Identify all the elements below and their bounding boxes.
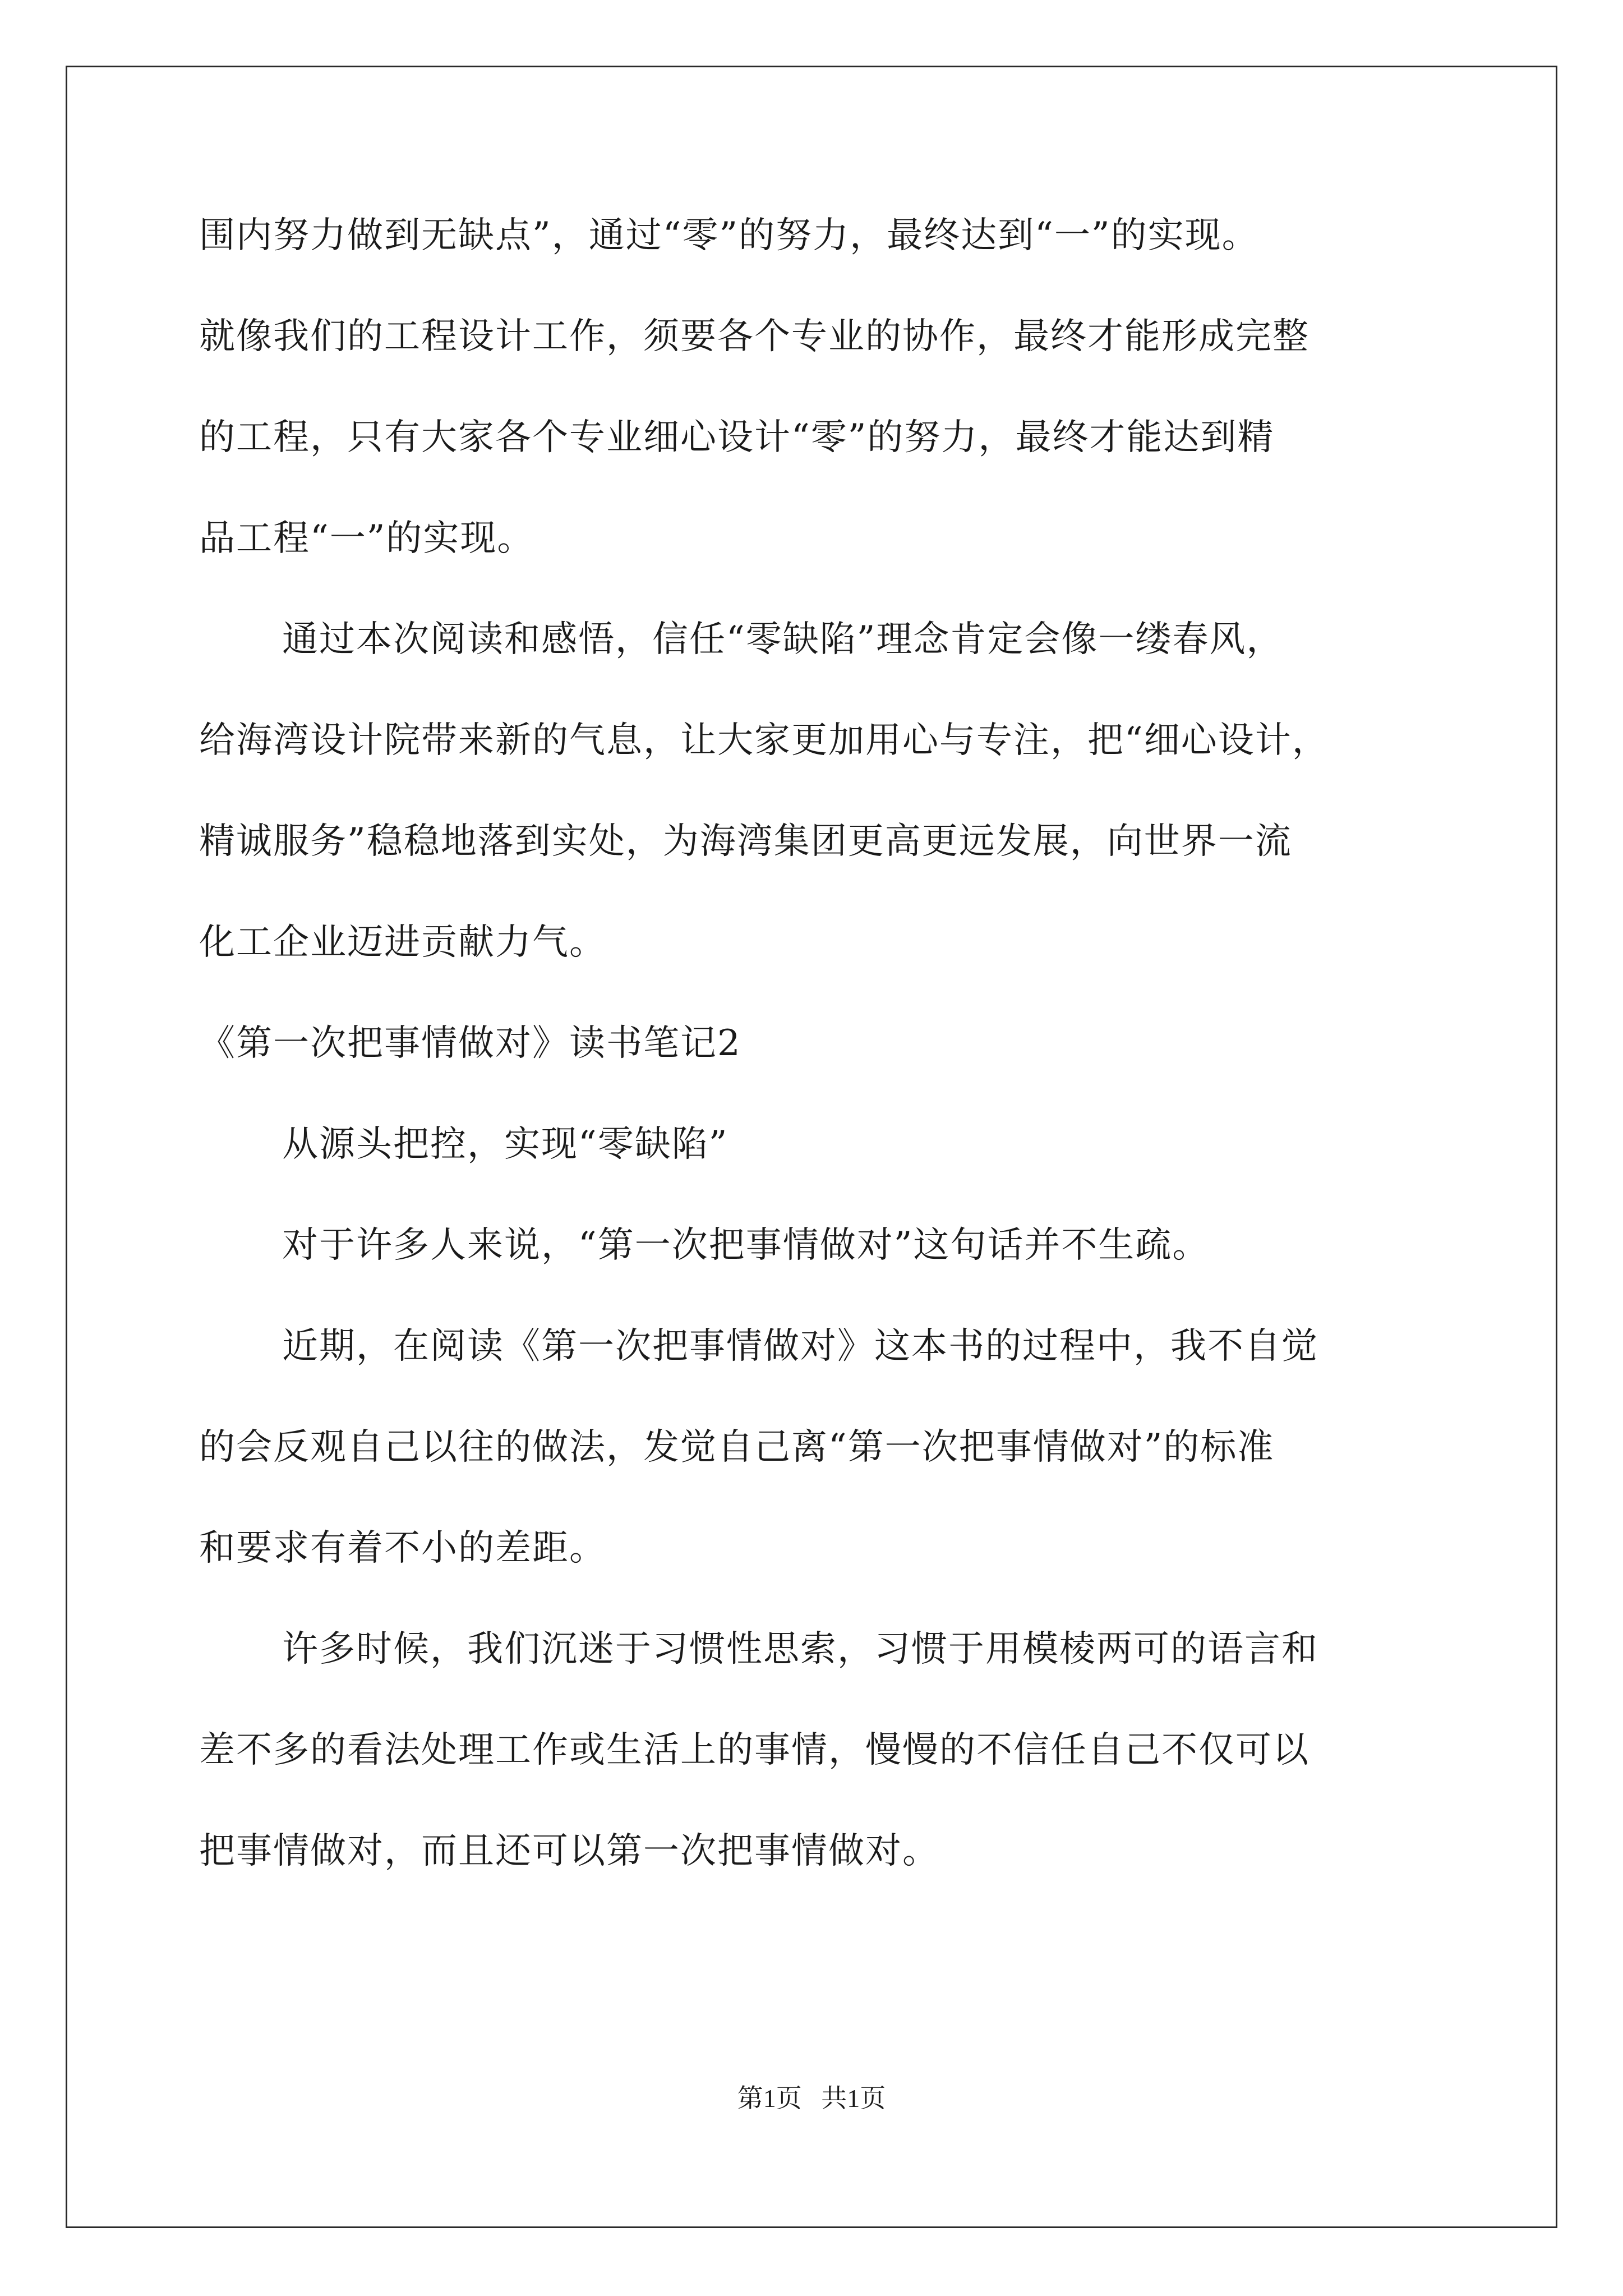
body-line: 通过本次阅读和感悟，信任“零缺陷”理念肯定会像一缕春风， (282, 619, 1284, 660)
subheading: 从源头把控，实现“零缺陷” (282, 1124, 728, 1165)
body-line: 就像我们的工程设计工作，须要各个专业的协作，最终才能形成完整 (199, 316, 1310, 357)
body-line: 的会反观自己以往的做法，发觉自己离“第一次把事情做对”的标准 (199, 1427, 1275, 1468)
body-line: 差不多的看法处理工作或生活上的事情，慢慢的不信任自己不仅可以 (199, 1729, 1310, 1771)
section-heading: 《第一次把事情做对》读书笔记2 (199, 1023, 741, 1064)
body-line: 围内努力做到无缺点”，通过“零”的努力，最终达到“一”的实现。 (199, 215, 1259, 256)
body-line: 品工程“一”的实现。 (199, 518, 534, 559)
body-line: 把事情做对，而且还可以第一次把事情做对。 (199, 1830, 939, 1872)
body-line: 化工企业迈进贡献力气。 (199, 922, 606, 963)
body-line: 和要求有着不小的差距。 (199, 1527, 606, 1569)
body-line: 给海湾设计院带来新的气息，让大家更加用心与专注，把“细心设计， (199, 720, 1329, 761)
body-line: 对于许多人来说，“第一次把事情做对”这句话并不生疏。 (282, 1225, 1210, 1266)
body-line: 近期，在阅读《第一次把事情做对》这本书的过程中，我不自觉 (282, 1326, 1318, 1367)
body-line: 精诚服务”稳稳地落到实处，为海湾集团更高更远发展，向世界一流 (199, 821, 1292, 862)
body-line: 许多时候，我们沉迷于习惯性思索，习惯于用模棱两可的语言和 (282, 1628, 1318, 1670)
page-number-footer: 第1页 共1页 (737, 2084, 886, 2113)
body-line: 的工程，只有大家各个专业细心设计“零”的努力，最终才能达到精 (199, 417, 1275, 458)
